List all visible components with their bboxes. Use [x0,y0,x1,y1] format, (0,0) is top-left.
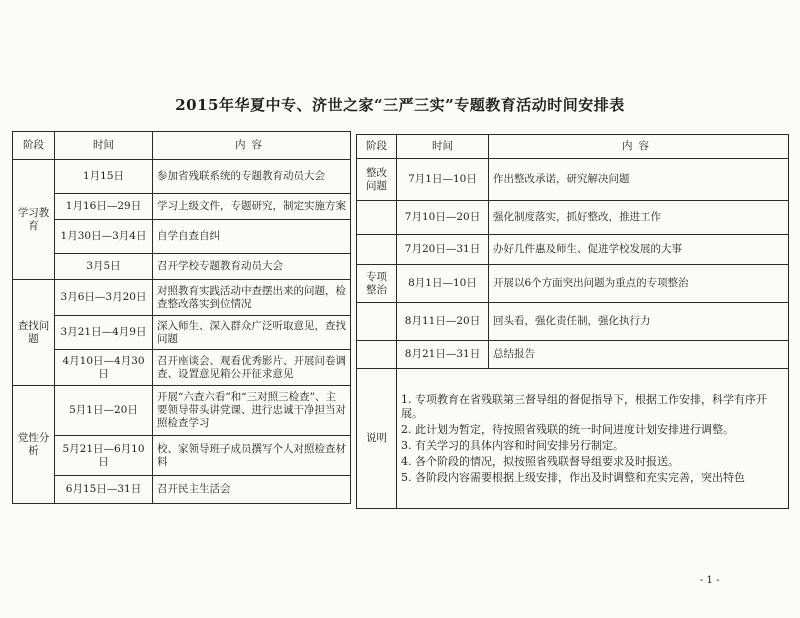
time-cell: 6月15日—31日 [55,476,153,504]
note-item: 5. 各阶段内容需要根据上级安排，作出及时调整和充实完善，突出特色 [401,470,745,484]
notes-row [357,369,789,509]
header-time: 时间 [397,135,489,159]
content-cell: 深入师生、深入群众广泛听取意见，查找问题 [153,316,351,350]
table-row [13,160,351,194]
content-cell: 召开学校专题教育动员大会 [153,254,351,280]
time-cell: 7月1日—10日 [397,159,489,201]
table-row [357,159,789,201]
stage-cell: 学习教育 [13,160,55,280]
table-row [13,194,351,220]
note-item: 4. 各个阶段的情况，拟按照省残联督导组要求及时报送。 [401,454,679,468]
notes-label: 说明 [357,369,397,509]
table-row [13,350,351,386]
content-cell: 校、家领导班子成员撰写个人对照检查材料 [153,436,351,476]
notes-cell [397,369,789,509]
time-cell: 5月21日—6月10日 [55,436,153,476]
time-cell: 4月10日—4月30日 [55,350,153,386]
table-row [357,201,789,235]
table-header-row [357,135,789,159]
content-cell: 总结报告 [489,341,789,369]
content-cell: 办好几件惠及师生、促进学校发展的大事 [489,235,789,265]
time-cell: 8月1日—10日 [397,265,489,303]
time-cell: 3月6日—3月20日 [55,280,153,316]
content-cell: 开展以6个方面突出问题为重点的专项整治 [489,265,789,303]
header-content: 内容 [153,132,351,160]
document-title: 2015年华夏中专、济世之家“三严三实”专题教育活动时间安排表 [175,96,625,114]
content-cell: 强化制度落实，抓好整改，推进工作 [489,201,789,235]
note-item: 1. 专项教育在省残联第三督导组的督促指导下，根据工作安排，科学有序开展。 [401,392,767,420]
time-cell: 7月20日—31日 [397,235,489,265]
stage-cell: 党性分析 [13,386,55,504]
page-number: - 1 - [700,575,720,586]
stage-cell-empty [357,235,397,265]
table-row [13,386,351,436]
table-row [13,476,351,504]
content-cell: 学习上级文件，专题研究，制定实施方案 [153,194,351,220]
header-stage: 阶段 [13,132,55,160]
stage-cell-empty [357,201,397,235]
table-row [357,341,789,369]
stage-cell-empty [357,341,397,369]
header-stage: 阶段 [357,135,397,159]
stage-cell: 专项整治 [357,265,397,303]
content-cell: 回头看，强化责任制，强化执行力 [489,303,789,341]
table-row [357,265,789,303]
left-schedule-table [12,131,351,504]
time-cell: 8月11日—20日 [397,303,489,341]
content-cell: 召开民主生活会 [153,476,351,504]
header-content: 内容 [489,135,789,159]
table-row [13,436,351,476]
note-item: 2. 此计划为暂定，待按照省残联的统一时间进度计划安排进行调整。 [401,422,734,436]
table-row [13,254,351,280]
time-cell: 3月21日—4月9日 [55,316,153,350]
table-row [357,235,789,265]
content-cell: 参加省残联系统的专题教育动员大会 [153,160,351,194]
content-cell: 自学自查自纠 [153,220,351,254]
table-row [357,303,789,341]
time-cell: 8月21日—31日 [397,341,489,369]
content-cell: 作出整改承诺，研究解决问题 [489,159,789,201]
stage-cell: 查找问题 [13,280,55,386]
note-item: 3. 有关学习的具体内容和时间安排另行制定。 [401,438,624,452]
time-cell: 7月10日—20日 [397,201,489,235]
table-header-row [13,132,351,160]
table-row [13,220,351,254]
time-cell: 3月5日 [55,254,153,280]
content-cell: 召开座谈会、观看优秀影片、开展问卷调查、设置意见箱公开征求意见 [153,350,351,386]
time-cell: 1月15日 [55,160,153,194]
right-schedule-table [356,134,789,509]
content-cell: 开展“六查六看”和“三对照三检查”、主要领导带头讲党课、进行忠诚干净担当对照检查学习 [153,386,351,436]
time-cell: 1月16日—29日 [55,194,153,220]
table-row [13,316,351,350]
stage-cell: 整改问题 [357,159,397,201]
time-cell: 5月1日—20日 [55,386,153,436]
header-time: 时间 [55,132,153,160]
table-row [13,280,351,316]
content-cell: 对照教育实践活动中查摆出来的问题，检查整改落实到位情况 [153,280,351,316]
time-cell: 1月30日—3月4日 [55,220,153,254]
stage-cell-empty [357,303,397,341]
